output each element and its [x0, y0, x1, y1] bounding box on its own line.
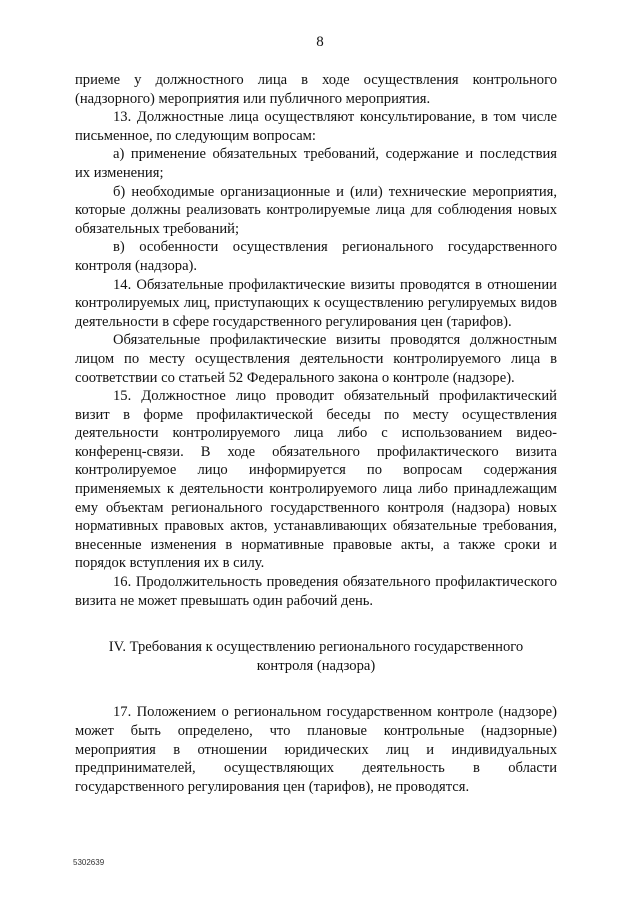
paragraph-continuation: приеме у должностного лица в ходе осуществления контрольного (надзорного) мероприятия или публичного мероприятия. [75, 72, 557, 107]
paragraph-15: 15. Должностное лицо проводит обязательный профилактический визит в форме профилактической беседы по месту осуществления деятельности контролируемого лица либо с использованием видео-конференц-связи. В ходе обязательного профилактического визита контролируемое лицо информируется по вопросам содержания применяемых к деятельности контролируемого лица либо принадлежащим ему объектам регионального государственного контроля (надзора) новых нормативных правовых актов, устанавливающих обязательные требования, внесенные изменения в нормативные правовые акты, а также сроки и порядок вступления их в силу. [75, 388, 557, 572]
document-body [75, 71, 557, 796]
paragraph-14-continued: Обязательные профилактические визиты проводятся должностным лицом по месту осуществления деятельности контролируемого лица в соответствии со статьей 52 Федерального закона о контроле (надзоре). [75, 332, 557, 386]
paragraph-17: 17. Положением о региональном государственном контроле (надзоре) может быть определено, что плановые контрольные (надзорные) мероприятия в отношении юридических лиц и индивидуальных предпринимателей, осуществляющих деятельность в области государственного регулирования цен (тарифов), не проводятся. [75, 704, 557, 795]
document-code: 5302639 [73, 858, 105, 867]
paragraph-16: 16. Продолжительность проведения обязательного профилактического визита не может превышать один рабочий день. [75, 574, 557, 609]
list-item-b: б) необходимые организационные и (или) технические мероприятия, которые должны реализовать контролируемые лица для соблюдения новых обязательных требований; [75, 183, 557, 237]
list-item-a: а) применение обязательных требований, содержание и последствия их изменения; [75, 146, 557, 181]
paragraph-14: 14. Обязательные профилактические визиты проводятся в отношении контролируемых лиц, приступающих к осуществлению регулируемых видов деятельности в сфере государственного регулирования цен (тарифов). [75, 276, 557, 330]
list-item-v: в) особенности осуществления регионального государственного контроля (надзора). [75, 239, 557, 274]
section-heading: IV. Требования к осуществлению регионального государственного контроля (надзора) [108, 639, 524, 674]
page-number: 8 [316, 34, 324, 50]
paragraph-13: 13. Должностные лица осуществляют консультирование, в том числе письменное, по следующим вопросам: [75, 109, 557, 144]
